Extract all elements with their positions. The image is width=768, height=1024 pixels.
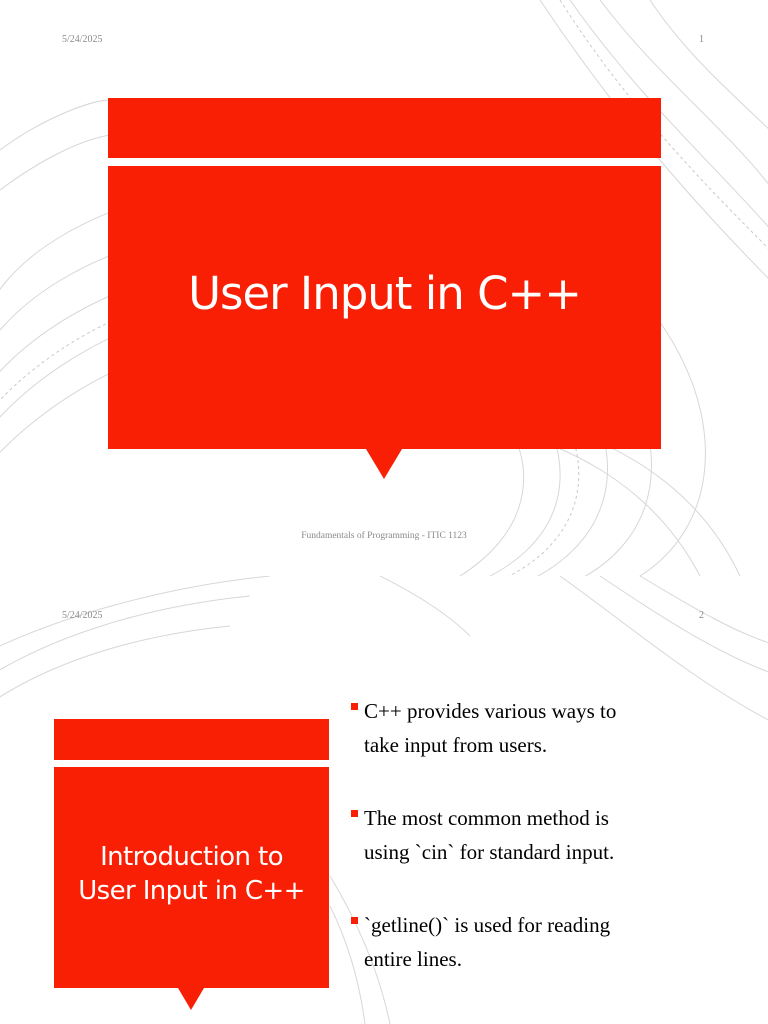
bullet-square-icon (351, 917, 358, 924)
slide-date: 5/24/2025 (62, 610, 103, 621)
bullet-text-line: take input from users. (364, 733, 548, 757)
slide-date: 5/24/2025 (62, 34, 103, 45)
bullet-square-icon (351, 810, 358, 817)
bullet-item (350, 908, 750, 976)
title-accent-bar (108, 98, 661, 158)
bullet-text-line: using `cin` for standard input. (364, 840, 615, 864)
bullet-text-line: The most common method is (364, 806, 609, 830)
title-box-pointer (178, 988, 204, 1010)
bullet-text-line: entire lines. (364, 947, 462, 971)
bullet-text-line: C++ provides various ways to (364, 699, 617, 723)
bullet-list (350, 694, 750, 1015)
bullet-square-icon (351, 703, 358, 710)
slide-number: 2 (699, 610, 704, 621)
slide-number: 1 (699, 34, 704, 45)
slide-title: User Input in C++ (188, 267, 581, 320)
bullet-item (350, 801, 750, 869)
slide-2 (0, 576, 768, 1024)
bullet-text-line: `getline()` is used for reading (364, 913, 611, 937)
slide-title (54, 840, 329, 908)
bullet-item (350, 694, 750, 762)
slide-title-line-2: User Input in C++ (78, 876, 305, 906)
slide-title-line-1: Introduction to (100, 842, 283, 872)
title-accent-bar (54, 719, 329, 760)
slide-footer: Fundamentals of Programming - ITIC 1123 (301, 531, 467, 541)
title-box-pointer (366, 449, 402, 479)
